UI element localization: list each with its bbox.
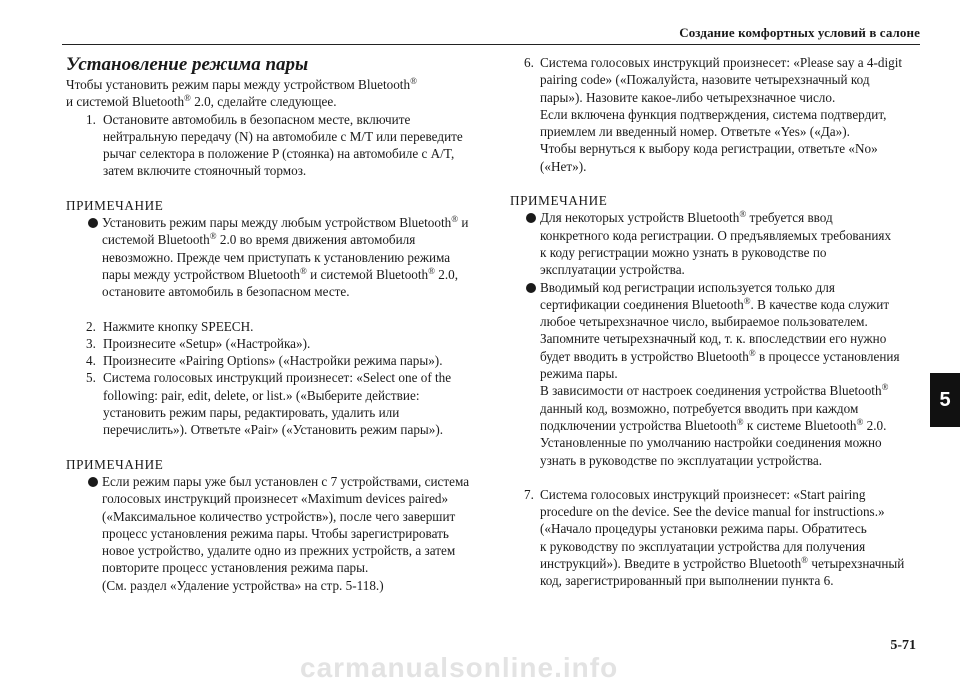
intro-line: Чтобы установить режим пары между устройством Bluetooth® — [66, 76, 417, 92]
section-title: Установление режима пары — [66, 54, 309, 75]
bullet-icon — [88, 218, 98, 228]
bullet-icon — [526, 213, 536, 223]
step-5: 5. Система голосовых инструкций произнесет: «Select one of the following: pair, edit, delete, or list.» («Выберите действие: установить режим пары, редактировать, удалить или перечислить»). Ответьте «Pair» («Установить режим пары»). — [86, 370, 452, 438]
note-label: ПРИМЕЧАНИЕ — [66, 456, 164, 472]
step-7: 7. Система голосовых инструкций произнесет: «Start pairing procedure on the device. See the device manual for instructions.» («Начало процедуры установки режима пары. Обратитесь к руководству по эксплуатации устройства для получения инструкций»). Введите в устройство Bluetooth® четырехзначный код, зарегистрированный при выполнении пункта 6. — [524, 486, 905, 589]
page-header-title: Создание комфортных условий в салоне — [679, 25, 920, 40]
note-label: ПРИМЕЧАНИЕ — [66, 197, 164, 213]
step-2: 2. Нажмите кнопку SPEECH. — [86, 318, 254, 334]
note-bullet: Если режим пары уже был установлен с 7 устройствами, система голосовых инструкций произнесет «Maximum devices paired» («Максимальное количество устройств»), после чего завершит процесс установления режима пары. Чтобы зарегистрировать новое устройство, удалите одно из прежних устройств, а затем повторите процесс установления режима пары. (См. раздел «Удаление устройства» на стр. 5-118.) — [66, 473, 486, 594]
chapter-tab: 5 — [930, 373, 960, 427]
right-column — [510, 54, 920, 590]
bullet-icon — [88, 477, 98, 487]
note-bullet: Для некоторых устройств Bluetooth® требуется ввод конкретного кода регистрации. О предъявляемых требованиях к коду регистрации можно узнать в руководстве по эксплуатации устройства. — [510, 209, 920, 278]
step-4: 4. Произнесите «Pairing Options» («Настройки режима пары»). — [86, 353, 443, 369]
watermark: carmanualsonline.info — [300, 652, 619, 679]
page-number: 5-71 — [890, 638, 916, 653]
step-1: 1. Остановите автомобиль в безопасном месте, включите нейтральную передачу (N) на автомобиле с M/T или переведите рычаг селектора в положение P (стоянка) на автомобиле с A/T, затем включите стояночный тормоз. — [86, 111, 463, 179]
note-label: ПРИМЕЧАНИЕ — [510, 193, 608, 209]
note-bullet: Установить режим пары между любым устройством Bluetooth® и системой Bluetooth® 2.0 во время движения автомобиля невозможно. Прежде чем приступать к установлению режима пары между устройством Bluetooth® и системой Bluetooth® 2.0, остановите автомобиль в безопасном месте. — [66, 214, 486, 300]
step-3: 3. Произнесите «Setup» («Настройка»). — [86, 335, 311, 351]
note-bullet: Вводимый код регистрации используется только для сертификации соединения Bluetooth®. В качестве кода служит любое четырехзначное число, выбираемое пользователем. Запомните четырехзначный код, т. к. впоследствии его нужно будет вводить в устройство Bluetooth® в процессе установления режима пары. В зависимости от настроек соединения устройства Bluetooth® данный код, возможно, потребуется вводить при каждом подключении устройства Bluetooth® к системе Bluetooth® 2.0. Установленные по умолчанию настройки соединения можно узнать в руководстве по эксплуатации устройства. — [510, 279, 920, 469]
bullet-icon — [526, 283, 536, 293]
left-column — [66, 54, 486, 594]
step-6: 6. Система голосовых инструкций произнесет: «Please say a 4-digit pairing code» («Пожалуйста, назовите четырехзначный код пары»). Назовите какое-либо четырехзначное число. Если включена функция подтверждения, система подтвердит, приемлем ли введенный номер. Ответьте «Yes» («Да»). Чтобы вернуться к выбору кода регистрации, ответьте «No» («Нет»). — [524, 55, 903, 174]
header-divider — [62, 44, 920, 45]
intro-line: и системой Bluetooth® 2.0, сделайте следующее. — [66, 93, 337, 110]
